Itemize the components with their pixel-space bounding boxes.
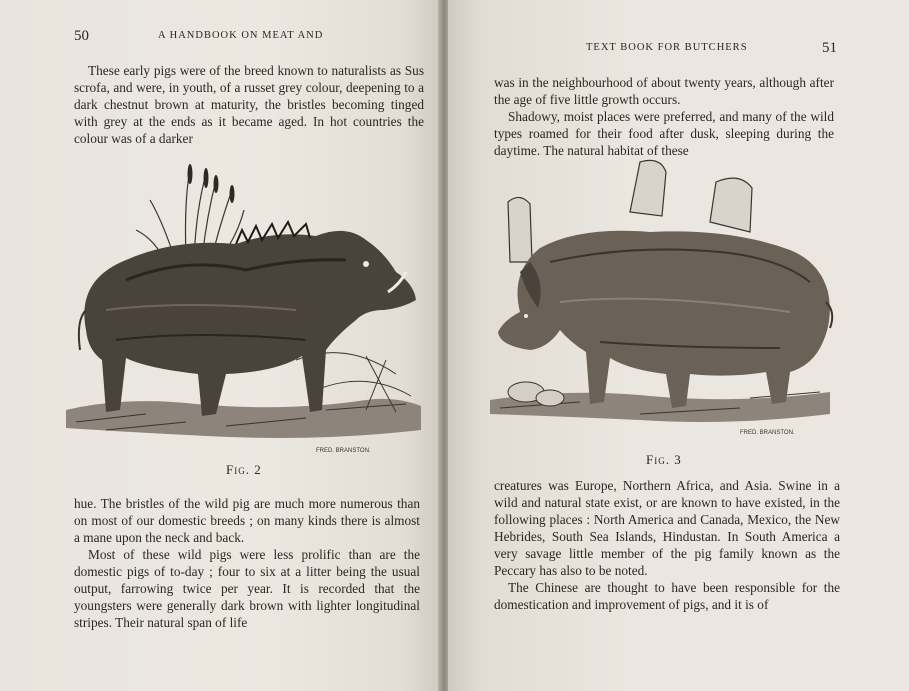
- paragraph: Most of these wild pigs were less prolific than are the domestic pigs of to-day ; four to six at a litter being the usual output, farrowing twice per year. It is recorded that the youngsters were generally dark brown with lighter longitudinal stripes. Their natural span of life: [74, 547, 420, 630]
- figure-caption: Fig. 3: [646, 452, 682, 467]
- figure-caption: Fig. 2: [226, 462, 262, 477]
- text-block-bottom: [74, 495, 420, 631]
- paragraph: These early pigs were of the breed known to naturalists as Sus scrofa, and were, in youth, of a russet grey colour, deepening to a dark chestnut brown at maturity, the bristles becoming tinged with grey at the ends as it became aged. In hot countries the colour was of a darker: [74, 63, 424, 146]
- paragraph: Shadowy, moist places were preferred, and many of the wild types roamed for their food after dusk, sleeping during the daytime. The natural habitat of these: [494, 109, 834, 158]
- engraver-signature: FRED. BRANSTON.: [740, 430, 795, 436]
- wild-boar-illustration: [66, 160, 426, 460]
- paragraph: was in the neighbourhood of about twenty years, although after the age of five little growth occurs.: [494, 75, 834, 107]
- text-block-top: [494, 74, 834, 159]
- pig-engraving: [490, 152, 840, 452]
- text-block-top: [74, 62, 424, 147]
- left-page: [0, 0, 440, 691]
- text-block-bottom: [494, 477, 840, 613]
- right-page: [448, 0, 909, 691]
- paragraph: creatures was Europe, Northern Africa, and Asia. Swine in a wild and natural state exist, or are known to have existed, in the following places : North America and Canada, Mexico, the New Hebrides, South Sea Islands, Hindustan. In South America a very savage little member of the pig family known as the Peccary has also to be noted.: [494, 478, 840, 578]
- page-number: 51: [822, 40, 837, 56]
- paragraph: The Chinese are thought to have been responsible for the domestication and improvement of pigs, and it is of: [494, 580, 840, 612]
- page-number: 50: [74, 28, 89, 44]
- boar-engraving: [66, 160, 426, 460]
- running-head: A HANDBOOK ON MEAT AND: [158, 30, 324, 41]
- engraver-signature: FRED. BRANSTON.: [316, 448, 371, 454]
- running-head: TEXT BOOK FOR BUTCHERS: [586, 42, 748, 53]
- domestic-pig-illustration: [490, 152, 840, 452]
- paragraph: hue. The bristles of the wild pig are much more numerous than on most of our domestic breeds ; on many kinds there is almost a mane upon the neck and back.: [74, 496, 420, 545]
